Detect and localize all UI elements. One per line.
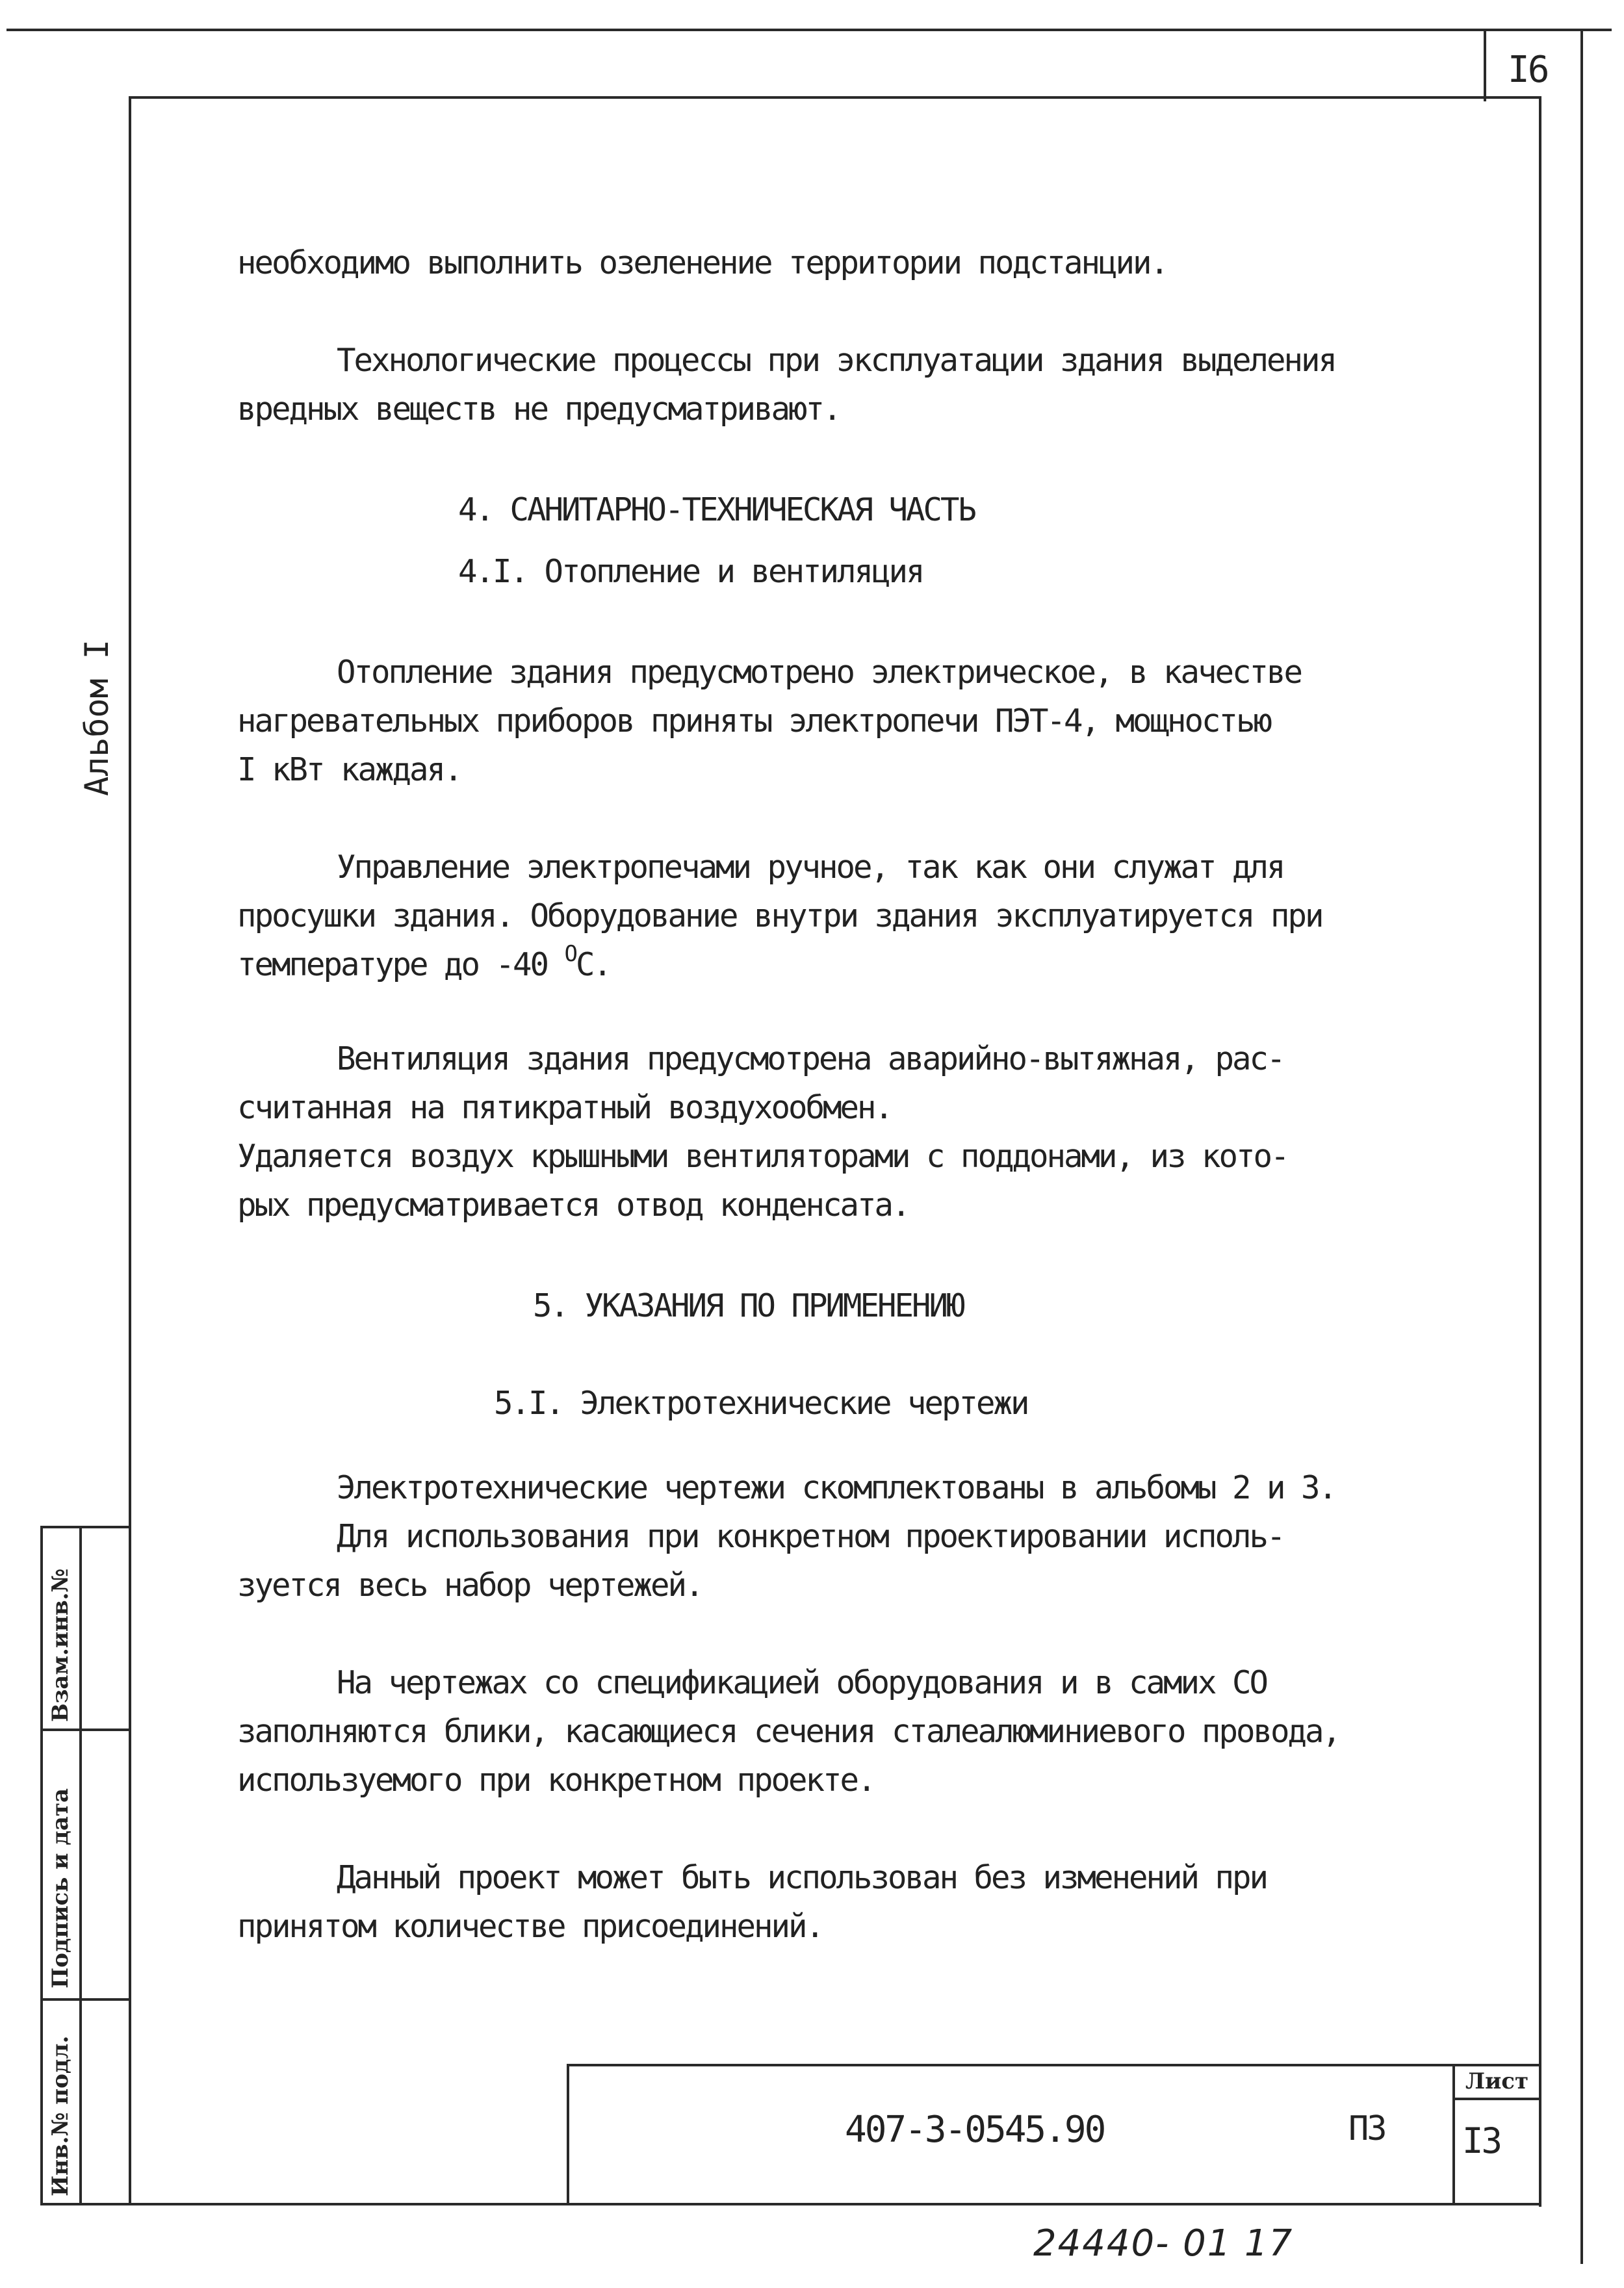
document-type: ПЗ xyxy=(1348,2109,1386,2148)
left-stamp-row-2 xyxy=(40,1998,131,2001)
title-block-sheet-label-line xyxy=(1452,2098,1541,2100)
album-label: Альбом I xyxy=(78,639,116,796)
paragraph-5-line-1: Вентиляция здания предусмотрена аварийно-вытяжная, рас- xyxy=(337,1040,1284,1077)
paragraph-8-line-2: принятом количестве присоединений. xyxy=(237,1908,823,1945)
degree-sign: О xyxy=(564,941,576,967)
paragraph-5-line-2: считанная на пятикратный воздухообмен. xyxy=(237,1089,892,1126)
paragraph-3-line-2: нагревательных приборов приняты электропечи ПЭТ-4, мощностью xyxy=(237,702,1271,739)
page-number: I6 xyxy=(1508,49,1548,91)
paragraph-4-line-2: просушки здания. Оборудование внутри здания эксплуатируется при xyxy=(237,897,1322,934)
top-rule xyxy=(6,29,1612,31)
left-stamp-row-1 xyxy=(40,1729,131,1731)
sheet-label: Лист xyxy=(1465,2068,1529,2094)
paragraph-7-line-2: заполняются блики, касающиеся сечения сталеалюминиевого провода, xyxy=(237,1713,1340,1750)
title-block-sheet-divider xyxy=(1452,2064,1455,2205)
paragraph-3-line-1: Отопление здания предусмотрено электрическое, в качестве xyxy=(337,654,1302,691)
section-5-1-title: 5.I. Электротехнические чертежи xyxy=(494,1385,1028,1422)
page-number-box-left xyxy=(1484,29,1486,101)
paragraph-4-line-1: Управление электропечами ручное, так как они служат для xyxy=(337,849,1284,886)
paragraph-6-line-1: Электротехнические чертежи скомплектованы в альбомы 2 и 3. xyxy=(337,1469,1336,1506)
sheet-number: I3 xyxy=(1462,2120,1501,2161)
temperature-text: температуре до -40 xyxy=(237,946,565,983)
paragraph-8-line-1: Данный проект может быть использован без изменений при xyxy=(337,1859,1267,1896)
left-stamp-divider xyxy=(79,1526,82,2205)
archive-number: 24440- 01 xyxy=(1033,2222,1232,2265)
signature-date-label: Подпись и дата xyxy=(47,1788,73,1988)
paragraph-5-line-3: Удаляется воздух крышными вентиляторами с поддонами, из кото- xyxy=(237,1138,1288,1175)
archive-page: 17 xyxy=(1244,2222,1294,2265)
document-code: 407-3-0545.90 xyxy=(845,2109,1105,2151)
title-block-top xyxy=(567,2064,1541,2066)
section-4-title: 4. САНИТАРНО-ТЕХНИЧЕСКАЯ ЧАСТЬ xyxy=(458,491,975,528)
paragraph-2-line-2: вредных веществ не предусматривают. xyxy=(237,391,840,428)
original-inventory-label: Инв.№ подл. xyxy=(47,2035,73,2196)
replaced-inventory-label: Взам.инв.№ xyxy=(47,1568,73,1722)
section-4-1-title: 4.I. Отопление и вентиляция xyxy=(458,553,923,590)
paragraph-3-line-3: I кВт каждая. xyxy=(237,751,461,788)
paragraph-6-line-2: Для использования при конкретном проектировании исполь- xyxy=(337,1518,1284,1555)
frame-right-inner xyxy=(1539,101,1541,2207)
section-5-title: 5. УКАЗАНИЯ ПО ПРИМЕНЕНИЮ xyxy=(533,1287,964,1324)
paragraph-5-line-4: рых предусматривается отвод конденсата. xyxy=(237,1187,909,1224)
title-block-left xyxy=(567,2064,569,2205)
paragraph-2-line-1: Технологические процессы при эксплуатации здания выделения xyxy=(337,342,1336,379)
paragraph-7-line-1: На чертежах со спецификацией оборудования и в самих СО xyxy=(337,1664,1267,1701)
celsius-unit: С. xyxy=(576,946,611,983)
paragraph-1: необходимо выполнить озеленение территории подстанции. xyxy=(237,244,1168,281)
paragraph-4-line-3 xyxy=(237,941,611,983)
frame-right-outer xyxy=(1580,29,1583,2264)
paragraph-6-line-3: зуется весь набор чертежей. xyxy=(237,1567,702,1604)
paragraph-7-line-3: используемого при конкретном проекте. xyxy=(237,1762,875,1799)
